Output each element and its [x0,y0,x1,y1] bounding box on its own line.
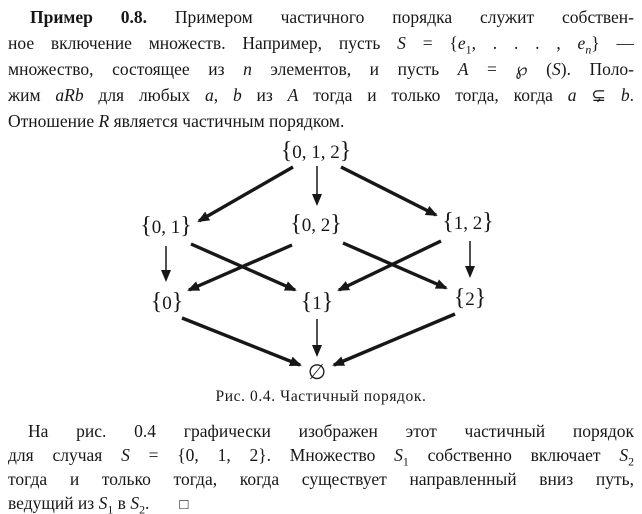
text-line: ведущий из $S_1$ в $S_2$. □ [8,493,189,514]
figure-caption: Рис. 0.4. Частичный порядок. [215,388,427,405]
diagram-edge-2-to-empty [334,314,455,365]
diagram-node-012: {0, 1, 2} [280,138,352,164]
example-0-8-paragraph [8,4,634,134]
text-line: ное включение множеств. Например, пусть $S = \{e_1$, . . . , $e_n$} — [8,33,634,57]
end-of-example-box: □ [179,497,189,513]
diagram-node-1: {1} [300,289,334,315]
figure-discussion-paragraph [8,419,634,514]
diagram-node-empty: ∅ [307,360,327,384]
text-line: тогда и только тогда, когда существует направленный вниз путь, [8,469,634,489]
diagram-edge-012-to-01 [199,167,293,221]
diagram-node-2: {2} [453,285,487,311]
diagram-node-12: {1, 2} [442,209,494,235]
diagram-node-02: {0, 2} [290,211,342,237]
diagram-edge-012-to-12 [341,167,436,215]
text-line: жим aRb для любых a, b из A тогда и только тогда, когда a ⊊ b. [8,85,635,105]
hasse-diagram [0,135,642,385]
text-line: для случая S = {0, 1, 2}. Множество $S_1$ собственно включает $S_2$ [8,445,635,469]
text-line: На рис. 0.4 графически изображен этот частичный порядок [28,421,634,441]
diagram-node-0: {0} [150,289,184,315]
diagram-node-01: {0, 1} [140,213,192,239]
text-line: множество, состоящее из n элементов, и пусть A = ℘ (S). Поло- [8,59,635,79]
diagram-edge-0-to-empty [182,318,300,365]
text-line: Пример 0.8. Примером частичного порядка служит собствен- [30,7,634,27]
text-line: Отношение R является частичным порядком. [8,111,345,131]
